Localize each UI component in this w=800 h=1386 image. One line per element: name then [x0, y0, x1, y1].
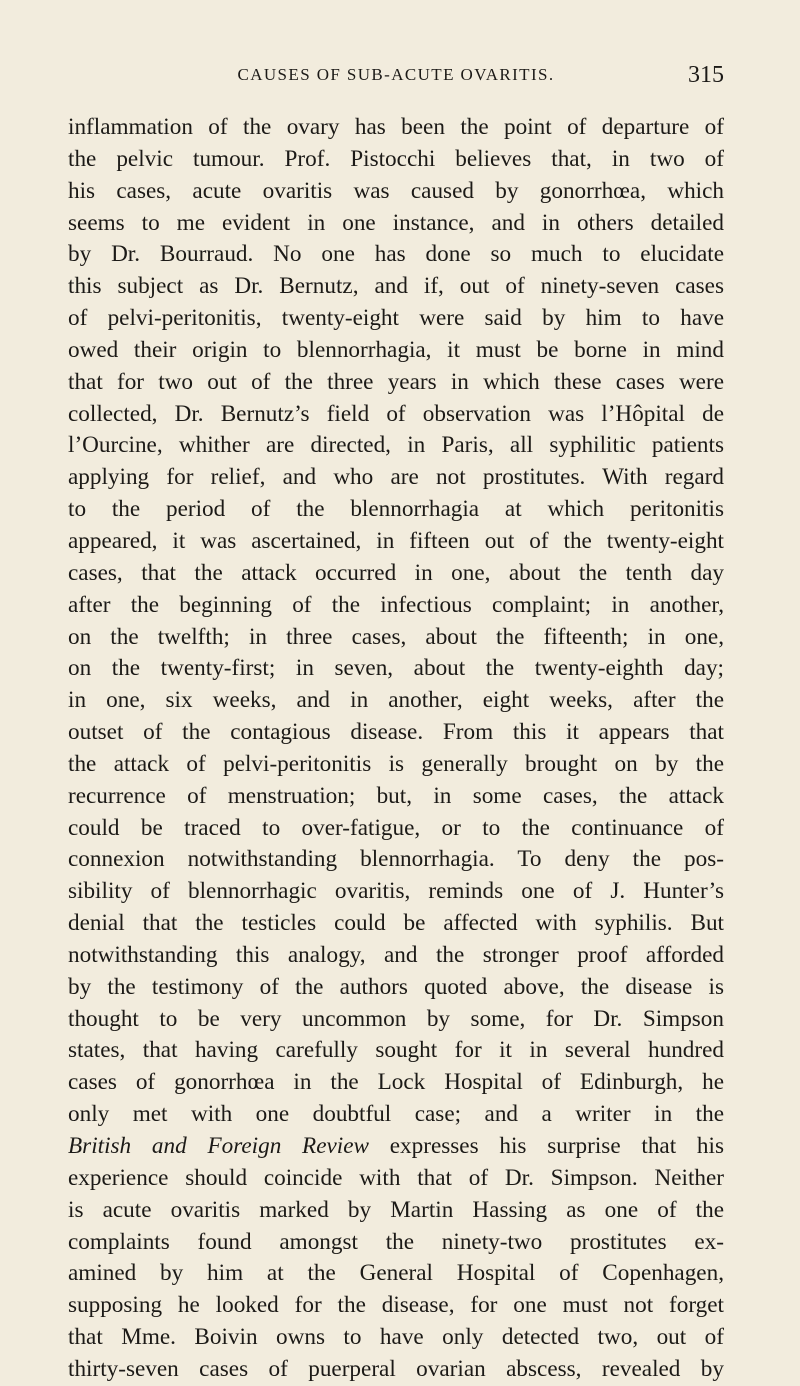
text-line: experience should coincide with that of Dr. Simpson. Neither — [68, 1164, 724, 1191]
text-line: by Dr. Bourraud. No one has done so much to elucidate — [68, 241, 724, 268]
text-line: is acute ovaritis marked by Martin Hassing as one of the — [68, 1196, 724, 1223]
text-line: of pelvi-peritonitis, twenty-eight were said by him to have — [68, 305, 724, 332]
text-line: the attack of pelvi-peritonitis is generally brought on by the — [68, 750, 724, 777]
page-header — [68, 60, 724, 90]
page-number: 315 — [688, 62, 724, 88]
text-line: that Mme. Boivin owns to have only detected two, out of — [68, 1324, 724, 1351]
text-line: states, that having carefully sought for it in several hundred — [68, 1037, 724, 1064]
italic-title: British and Foreign Review — [68, 1133, 369, 1159]
text-line: by the testimony of the authors quoted above, the disease is — [68, 973, 724, 1000]
text-line: owed their origin to blennorrhagia, it must be borne in mind — [68, 336, 724, 363]
text-line: to the period of the blennorrhagia at which peritonitis — [68, 496, 724, 523]
text-line: cases of gonorrhœa in the Lock Hospital of Edinburgh, he — [68, 1069, 724, 1096]
text-line: only met with one doubtful case; and a writer in the — [68, 1101, 724, 1128]
text-line: after the beginning of the infectious complaint; in another, — [68, 591, 724, 618]
line-text: expresses his surprise that his — [369, 1133, 724, 1159]
text-line: thirty-seven cases of puerperal ovarian abscess, revealed by — [68, 1355, 724, 1382]
text-line: cases, that the attack occurred in one, about the tenth day — [68, 559, 724, 586]
body-paragraph — [68, 112, 724, 1386]
text-line: seems to me evident in one instance, and in others detailed — [68, 209, 724, 236]
text-line: notwithstanding this analogy, and the stronger proof afforded — [68, 941, 724, 968]
text-line: l’Ourcine, whither are directed, in Paris, all syphilitic patients — [68, 432, 724, 459]
text-line: complaints found amongst the ninety-two prostitutes ex- — [68, 1228, 724, 1255]
text-line: inflammation of the ovary has been the point of departure of — [68, 114, 724, 140]
text-line: his cases, acute ovaritis was caused by gonorrhœa, which — [68, 177, 724, 204]
text-line: connexion notwithstanding blennorrhagia. To deny the pos- — [68, 846, 724, 873]
text-line: supposing he looked for the disease, for one must not forget — [68, 1292, 724, 1319]
text-line: applying for relief, and who are not prostitutes. With regard — [68, 464, 724, 491]
text-line: the pelvic tumour. Prof. Pistocchi believes that, in two of — [68, 145, 724, 172]
text-line: collected, Dr. Bernutz’s field of observation was l’Hôpital de — [68, 400, 724, 427]
text-line: thought to be very uncommon by some, for Dr. Simpson — [68, 1005, 724, 1032]
text-line: in one, six weeks, and in another, eight weeks, after the — [68, 687, 724, 714]
text-line: amined by him at the General Hospital of Copenhagen, — [68, 1260, 724, 1287]
text-line: on the twelfth; in three cases, about the fifteenth; in one, — [68, 623, 724, 650]
text-line: could be traced to over-fatigue, or to the continuance of — [68, 814, 724, 841]
text-line — [68, 1131, 724, 1163]
text-line: recurrence of menstruation; but, in some cases, the attack — [68, 782, 724, 809]
text-line: appeared, it was ascertained, in fifteen out of the twenty-eight — [68, 527, 724, 554]
running-head: CAUSES OF SUB-ACUTE OVARITIS. — [237, 65, 555, 84]
text-line: outset of the contagious disease. From this it appears that — [68, 719, 724, 746]
text-line: sibility of blennorrhagic ovaritis, reminds one of J. Hunter’s — [68, 878, 724, 905]
text-line: on the twenty-first; in seven, about the twenty-eighth day; — [68, 655, 724, 682]
text-line: denial that the testicles could be affected with syphilis. But — [68, 910, 724, 937]
text-line: that for two out of the three years in which these cases were — [68, 368, 724, 395]
text-line: this subject as Dr. Bernutz, and if, out of ninety-seven cases — [68, 273, 724, 300]
